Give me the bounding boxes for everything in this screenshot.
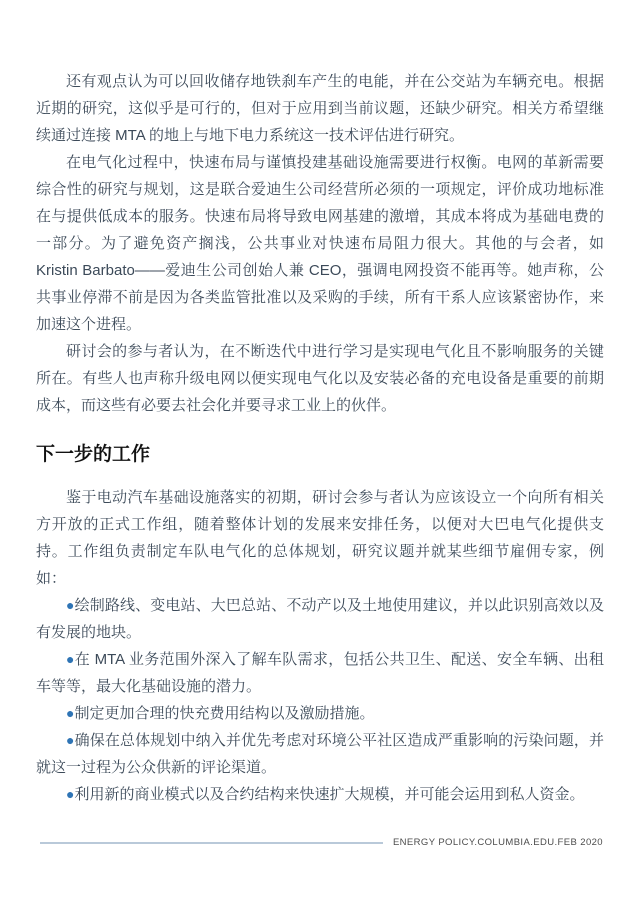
bullet-dot-icon: ● [66,786,75,802]
document-body [36,68,604,808]
bullet-dot-icon: ● [66,651,75,667]
bullet-item-charging-rates [36,700,604,727]
bullet-item-text: 确保在总体规划中纳入并优先考虑对环境公平社区造成严重影响的污染问题，并就这一过程为公众供新的评论渠道。 [36,732,604,776]
bullet-dot-icon: ● [66,705,75,721]
bullet-item-text: 在 MTA 业务范围外深入了解车队需求，包括公共卫生、配送、安全车辆、出租车等等，最大化基础设施的潜力。 [36,651,604,695]
bullet-item-business-models [36,781,604,808]
section-heading-next-steps: 下一步的工作 [36,444,151,465]
bullet-item-text: 绘制路线、变电站、大巴总站、不动产以及土地使用建议，并以此识别高效以及有发展的地块。 [36,597,604,641]
page-footer [40,837,603,848]
bullet-item-text: 制定更加合理的快充费用结构以及激励措施。 [74,705,375,722]
bullet-item-environmental-justice [36,727,604,781]
bullet-dot-icon: ● [66,732,75,748]
paragraph-working-group-intro: 鉴于电动汽车基础设施落实的初期，研讨会参与者认为应该设立一个向所有相关方开放的正式工作组，随着整体计划的发展来安排任务，以便对大巴电气化提供支持。工作组负责制定车队电气化的总体规划，研究议题并就某些细节雇佣专家，例如： [36,489,604,587]
bullet-item-mapping [36,592,604,646]
bullet-dot-icon: ● [66,597,75,613]
bullet-item-fleet-needs [36,646,604,700]
paragraph-grid-tradeoff: 在电气化过程中，快速布局与谨慎投建基础设施需要进行权衡。电网的革新需要综合性的研究与规划，这是联合爱迪生公司经营所必须的一项规定，评价成功地标准在与提供低成本的服务。快速布局将导致电网基建的激增，其成本将成为基础电费的一部分。为了避免资产搁浅，公共事业对快速布局阻力很大。其他的与会者，如 Kristin Barbato——爱迪生公司创始人兼 CEO，强调电网投资不能再等。她声称，公共事业停滞不前是因为各类监管批准以及采购的手续，所有干系人应该紧密协作，来加速这个进程。 [36,154,604,333]
paragraph-regenerative-braking: 还有观点认为可以回收储存地铁刹车产生的电能，并在公交站为车辆充电。根据近期的研究，这似乎是可行的，但对于应用到当前议题，还缺少研究。相关方希望继续通过连接 MTA 的地上与地下电力系统这一技术评估进行研究。 [36,73,604,144]
footer-rule [40,842,383,844]
bullet-item-text: 利用新的商业模式以及合约结构来快速扩大规模，并可能会运用到私人资金。 [74,786,585,803]
footer-text: ENERGY POLICY.COLUMBIA.EDU.FEB 2020 [392,837,603,848]
paragraph-iterative-learning: 研讨会的参与者认为，在不断迭代中进行学习是实现电气化且不影响服务的关键所在。有些人也声称升级电网以便实现电气化以及安装必备的充电设备是重要的前期成本，而这些有必要去社会化并要寻求工业上的伙伴。 [36,343,604,414]
